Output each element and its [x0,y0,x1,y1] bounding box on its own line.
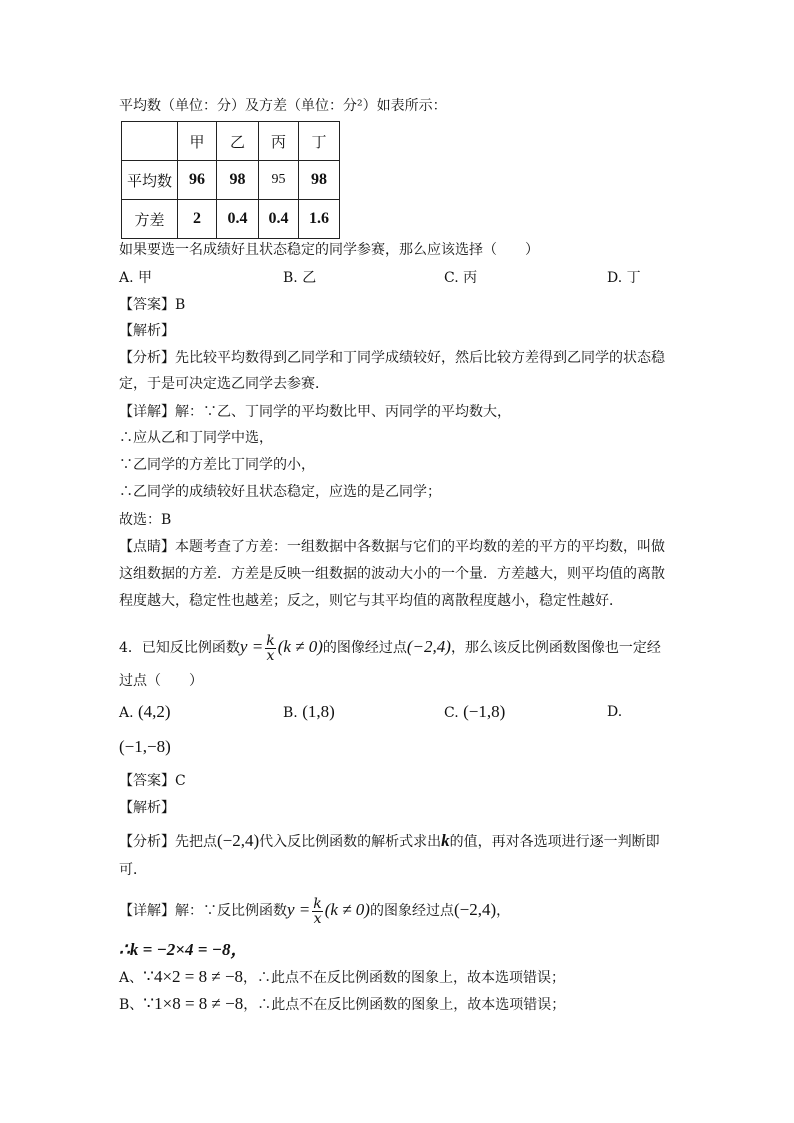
formula-y: y = [239,637,264,656]
q4-line-b-math: ∵1×8 = 8 ≠ −8 [143,994,244,1013]
q3-question: 如果要选一名成绩好且状态稳定的同学参赛，那么应该选择（ ） [119,242,539,258]
table-cell: 98 [217,161,259,200]
q4-option-a-label: A. [119,705,134,721]
q4-option-b-value: (1,8) [302,702,335,721]
q4-option-c-value: (−1,8) [463,702,506,721]
q4-question-mid: 的图像经过点 [322,640,407,656]
formula-condition: (k ≠ 0) [277,637,323,656]
q3-option-d: D. 丁 [607,270,641,286]
table-cell: 95 [259,161,299,200]
q4-question-point: (−2,4) [406,637,451,656]
q3-answer: 【答案】B [119,297,186,313]
table-cell: 1.6 [299,200,340,239]
q3-analysis-line: 【分析】先比较平均数得到乙同学和丁同学成绩较好，然后比较方差得到乙同学的状态稳 [119,350,665,366]
q4-line-b-text: ，∴此点不在反比例函数的图象上，故本选项错误； [243,997,566,1013]
q4-analysis-title: 【解析】 [119,800,175,816]
table-cell: 96 [178,161,217,200]
score-table [121,121,340,239]
table-row-label: 方差 [122,200,178,239]
q3-point-line: 程度越大，稳定性也越差；反之，则它与其平均值的离散程度越小，稳定性越好． [119,593,623,609]
table-cell: 2 [178,200,217,239]
q4-option-d-math: (−1,−8) [119,737,171,756]
q4-analysis-suffix: 的值，再对各选项进行逐一判断即 [449,834,660,850]
q4-option-c-label: C. [444,705,459,721]
q3-option-a: A. 甲 [119,270,153,286]
q3-detail-line: ∵乙同学的方差比丁同学的小， [119,457,315,473]
q4-analysis-k: k [441,831,450,850]
q3-analysis-title: 【解析】 [119,323,175,339]
q4-analysis-point: (−2,4) [217,831,260,850]
q4-question-line2: 过点（ ） [119,673,203,689]
formula-numerator: k [266,632,275,649]
q3-analysis-line: 定，于是可决定选乙同学去参赛． [119,376,329,392]
q4-question [119,630,661,665]
table-header-cell [122,122,178,161]
q4-line-a [119,967,565,988]
q3-option-c: C. 丙 [444,270,478,286]
q4-k-calc: ∴k = −2×4 = −8， [119,940,248,959]
q3-point-line: 【点睛】本题考查了方差：一组数据中各数据与它们的平均数的差的平方的平均数，叫做 [119,539,665,555]
table-header-cell: 乙 [217,122,259,161]
formula-fraction [312,897,322,926]
q4-analysis-mid: 代入反比例函数的解析式求出 [259,834,442,850]
q4-analysis-line [119,828,660,855]
q4-line-b [119,994,565,1015]
formula-numerator: k [313,895,322,912]
q3-detail-line: ∴乙同学的成绩较好且状态稳定，应选的是乙同学； [119,484,441,500]
q4-analysis-prefix: 【分析】先把点 [119,834,217,850]
table-row-label: 平均数 [122,161,178,200]
q4-line-a-label: A、 [119,970,144,986]
q4-detail-point: (−2,4) [453,900,497,919]
table-intro: 平均数（单位：分）及方差（单位：分²）如表所示： [119,98,447,114]
formula-denominator: x [313,910,322,927]
q4-analysis-line2: 可． [119,862,147,878]
q4-line-a-text: ，∴此点不在反比例函数的图象上，故本选项错误； [243,970,566,986]
table-row [122,161,340,200]
q3-point-line: 这组数据的方差．方差是反映一组数据的波动大小的一个量．方差越大，则平均值的离散 [119,566,665,582]
formula-y: y = [287,900,311,919]
q4-option-d-label: D. [607,704,623,720]
q4-option-d-value [119,736,171,759]
q3-detail-line: 【详解】解：∵乙、丁同学的平均数比甲、丙同学的平均数大， [119,404,511,420]
q4-question-prefix: 4．已知反比例函数 [119,640,240,656]
q4-detail-mid: 的图象经过点 [369,903,454,919]
q4-option-c [444,701,505,724]
table-cell: 0.4 [217,200,259,239]
q4-question-suffix: ，那么该反比例函数图像也一定经 [450,640,661,656]
table-header-row [122,122,340,161]
q4-detail-line [119,893,510,928]
q4-line-a-math: ∵4×2 = 8 ≠ −8 [143,967,244,986]
table-header-cell: 丙 [259,122,299,161]
q4-answer: 【答案】C [119,773,186,789]
q4-detail-prefix: 【详解】解：∵反比例函数 [119,903,287,919]
q4-line-b-label: B、 [119,997,144,1013]
table-cell: 98 [299,161,340,200]
q4-option-a-value: (4,2) [138,702,171,721]
table-cell: 0.4 [259,200,299,239]
formula-fraction [265,634,275,663]
formula-denominator: x [266,647,275,664]
q4-option-b [283,701,335,724]
q4-option-b-label: B. [283,705,298,721]
q3-detail-line: ∴应从乙和丁同学中选， [119,430,273,446]
q3-choose: 故选：B [119,512,172,528]
q4-option-a [119,701,171,724]
table-row [122,200,340,239]
formula-condition: (k ≠ 0) [324,900,370,919]
q4-detail-suffix: ， [496,903,511,919]
table-header-cell: 丁 [299,122,340,161]
q3-option-b: B. 乙 [283,270,317,286]
table-header-cell: 甲 [178,122,217,161]
